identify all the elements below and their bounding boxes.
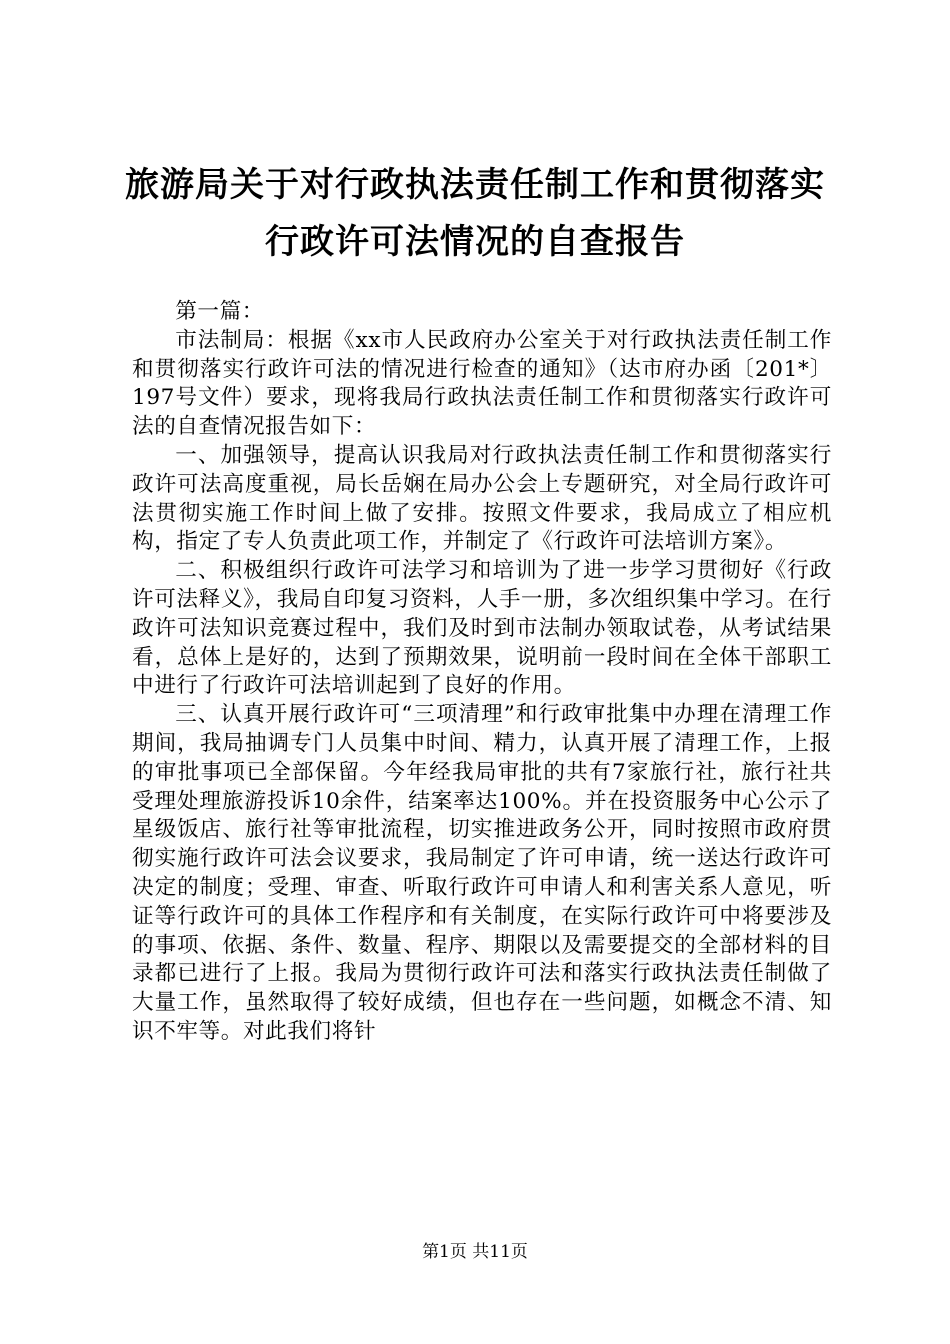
- document-title-line-2: 行政许可法情况的自查报告: [265, 222, 685, 262]
- page-number-footer: 第1页 共11页: [422, 1242, 528, 1262]
- section-heading: 第一篇：: [175, 299, 264, 324]
- paragraph-section-1: 一、加强领导，提高认识我局对行政执法责任制工作和贯彻落实行政许可法高度重视，局长岳娴在局办公会上专题研究，对全局行政许可法贯彻实施工作时间上做了安排。按照文件要求，我局成立了相应机构，指定了专人负责此项工作，并制定了《行政许可法培训方案》。: [132, 442, 832, 555]
- document-title-line-1: 旅游局关于对行政执法责任制工作和贯彻落实: [125, 165, 825, 205]
- paragraph-section-2: 二、积极组织行政许可法学习和培训为了进一步学习贯彻好《行政许可法释义》，我局自印复习资料，人手一册，多次组织集中学习。在行政许可法知识竞赛过程中，我们及时到市法制办领取试卷，从考试结果看，总体上是好的，达到了预期效果，说明前一段时间在全体干部职工中进行了行政许可法培训起到了良好的作用。: [132, 558, 832, 699]
- paragraph-section-3: 三、认真开展行政许可“三项清理”和行政审批集中办理在清理工作期间，我局抽调专门人员集中时间、精力，认真开展了清理工作，上报的审批事项已全部保留。今年经我局审批的共有7家旅行社，旅行社共受理处理旅游投诉10余件，结案率达100%。并在投资服务中心公示了星级饭店、旅行社等审批流程，切实推进政务公开，同时按照市政府贯彻实施行政许可法会议要求，我局制定了许可申请，统一送达行政许可决定的制度；受理、审查、听取行政许可申请人和利害关系人意见，听证等行政许可的具体工作程序和有关制度，在实际行政许可中将要涉及的事项、依据、条件、数量、程序、期限以及需要提交的全部材料的目录都已进行了上报。我局为贯彻行政许可法和落实行政执法责任制做了大量工作，虽然取得了较好成绩，但也存在一些问题，如概念不清、知识不牢等。对此我们将针: [132, 702, 832, 1044]
- paragraph-salutation: 市法制局：根据《xx市人民政府办公室关于对行政执法责任制工作和贯彻落实行政许可法的情况进行检查的通知》（达市府办函〔201*〕197号文件）要求，现将我局行政执法责任制工作和贯彻落实行政许可法的自查情况报告如下：: [132, 327, 832, 440]
- document-body: [132, 298, 832, 1047]
